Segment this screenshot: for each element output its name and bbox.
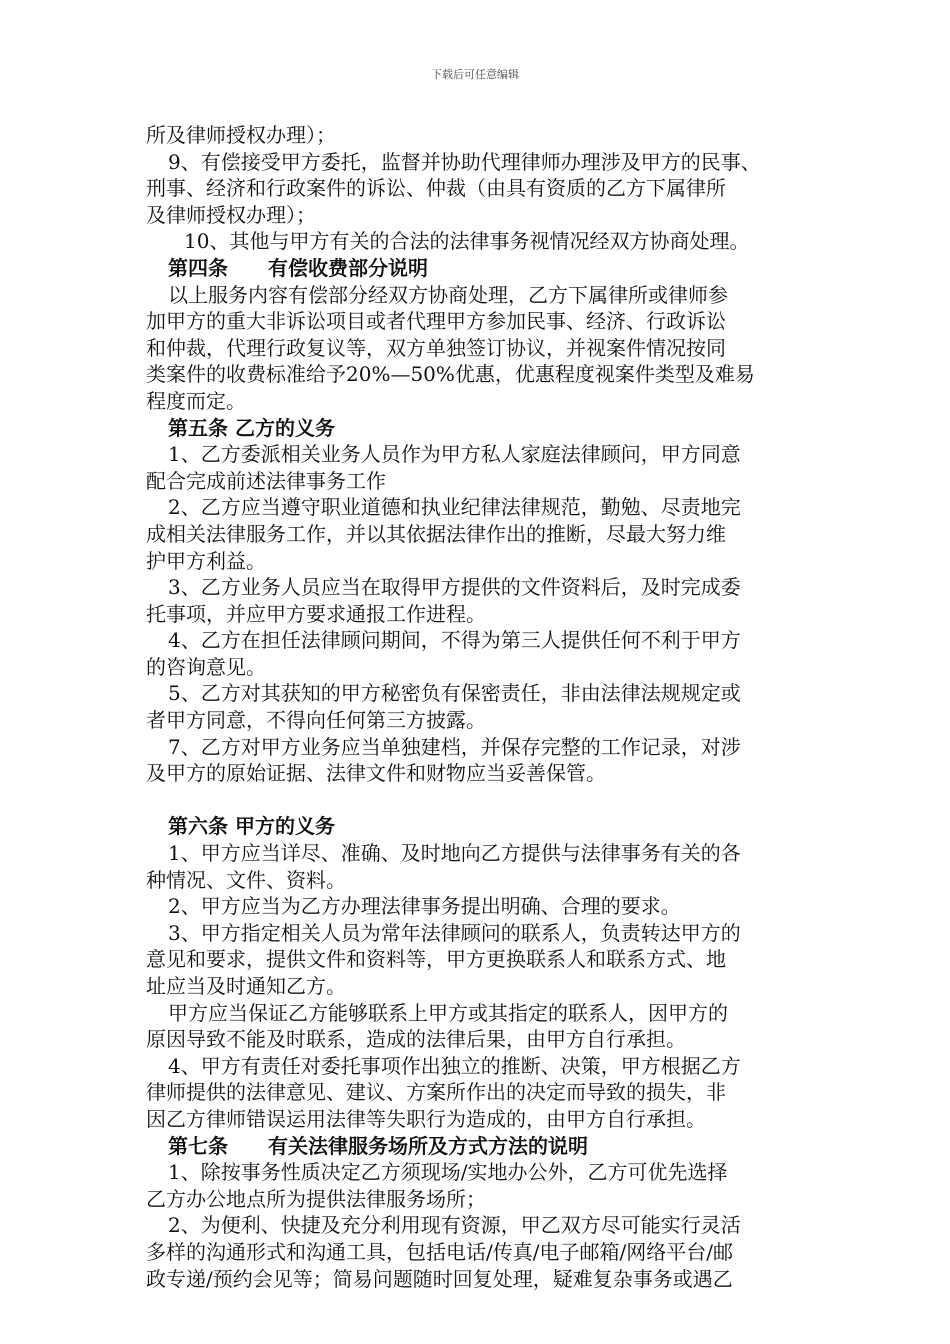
section-heading: 第六条 甲方的义务 xyxy=(168,814,335,839)
body-text-line: 1、除按事务性质决定乙方须现场/实地办公外，乙方可优先选择 xyxy=(168,1160,728,1185)
body-text-line: 加甲方的重大非诉讼项目或者代理甲方参加民事、经济、行政诉讼 xyxy=(146,309,726,334)
body-text-line: 4、乙方在担任法律顾问期间，不得为第三人提供任何不利于甲方 xyxy=(168,628,741,653)
body-text-line: 托事项，并应甲方要求通报工作进程。 xyxy=(146,601,486,626)
body-text-line: 配合完成前述法律事务工作 xyxy=(146,468,386,493)
body-text-line: 程度而定。 xyxy=(146,388,246,413)
blank-line xyxy=(146,787,810,814)
body-text-line: 刑事、经济和行政案件的诉讼、仲裁（由具有资质的乙方下属律所 xyxy=(146,176,726,201)
page-header: 下载后可任意编辑 xyxy=(431,68,519,81)
body-text-line: 1、乙方委派相关业务人员作为甲方私人家庭法律顾问，甲方同意 xyxy=(168,442,741,467)
body-text-line: 及律师授权办理）； xyxy=(146,202,316,227)
body-text-line: 的咨询意见。 xyxy=(146,654,266,679)
body-text-line: 址应当及时通知乙方。 xyxy=(146,974,346,998)
body-text-line: 乙方办公地点所为提供法律服务场所； xyxy=(146,1186,486,1211)
section-heading: 第七条 有关法律服务场所及方式方法的说明 xyxy=(168,1133,588,1158)
body-text-line: 9、有偿接受甲方委托，监督并协助代理律师办理涉及甲方的民事、 xyxy=(168,149,761,174)
body-text-line: 律师提供的法律意见、建议、方案所作出的决定而导致的损失，非 xyxy=(146,1080,726,1105)
document-body xyxy=(146,122,810,1292)
body-text-line: 10、其他与甲方有关的合法的法律事务视情况经双方协商处理。 xyxy=(184,229,750,254)
body-text-line: 护甲方利益。 xyxy=(146,548,266,573)
body-text-line: 2、甲方应当为乙方办理法律事务提出明确、合理的要求。 xyxy=(168,894,681,919)
body-text-line: 2、为便利、快捷及充分利用现有资源，甲乙双方尽可能实行灵活 xyxy=(168,1213,741,1238)
body-text-line: 以上服务内容有偿部分经双方协商处理，乙方下属律所或律师参 xyxy=(168,282,728,307)
body-text-line: 种情况、文件、资料。 xyxy=(146,867,346,892)
body-text-line: 和仲裁，代理行政复议等，双方单独签订协议，并视案件情况按同 xyxy=(146,335,726,360)
body-text-line: 4、甲方有责任对委托事项作出独立的推断、决策，甲方根据乙方 xyxy=(168,1053,741,1078)
body-text-line: 原因导致不能及时联系，造成的法律后果，由甲方自行承担。 xyxy=(146,1027,686,1052)
body-text-line: 多样的沟通形式和沟通工具，包括电话/传真/电子邮箱/网络平台/邮 xyxy=(146,1239,733,1264)
body-text-line: 1、甲方应当详尽、准确、及时地向乙方提供与法律事务有关的各 xyxy=(168,841,741,866)
body-text-line: 7、乙方对甲方业务应当单独建档，并保存完整的工作记录，对涉 xyxy=(168,734,741,759)
body-text-line: 成相关法律服务工作，并以其依据法律作出的推断，尽最大努力维 xyxy=(146,521,726,546)
section-heading: 第五条 乙方的义务 xyxy=(168,415,335,440)
section-heading: 第四条 有偿收费部分说明 xyxy=(168,255,428,280)
body-text-line: 因乙方律师错误运用法律等失职行为造成的，由甲方自行承担。 xyxy=(146,1106,706,1131)
body-text-line: 意见和要求，提供文件和资料等，甲方更换联系人和联系方式、地 xyxy=(146,947,726,972)
body-text-line: 所及律师授权办理）； xyxy=(146,123,336,147)
body-text-line: 3、甲方指定相关人员为常年法律顾问的联系人，负责转达甲方的 xyxy=(168,920,741,945)
body-text-line: 5、乙方对其获知的甲方秘密负有保密责任，非由法律法规规定或 xyxy=(168,681,741,706)
body-text-line: 者甲方同意，不得向任何第三方披露。 xyxy=(146,708,486,733)
body-text-line: 类案件的收费标准给予20%—50%优惠，优惠程度视案件类型及难易 xyxy=(146,362,755,387)
body-text-line: 3、乙方业务人员应当在取得甲方提供的文件资料后，及时完成委 xyxy=(168,575,741,600)
body-text-line: 及甲方的原始证据、法律文件和财物应当妥善保管。 xyxy=(146,761,606,786)
body-text-line: 甲方应当保证乙方能够联系上甲方或其指定的联系人，因甲方的 xyxy=(168,1000,728,1025)
body-text-line: 政专递/预约会见等；简易问题随时回复处理，疑难复杂事务或遇乙 xyxy=(146,1266,733,1291)
body-text-line: 2、乙方应当遵守职业道德和执业纪律法律规范，勤勉、尽责地完 xyxy=(168,495,741,520)
